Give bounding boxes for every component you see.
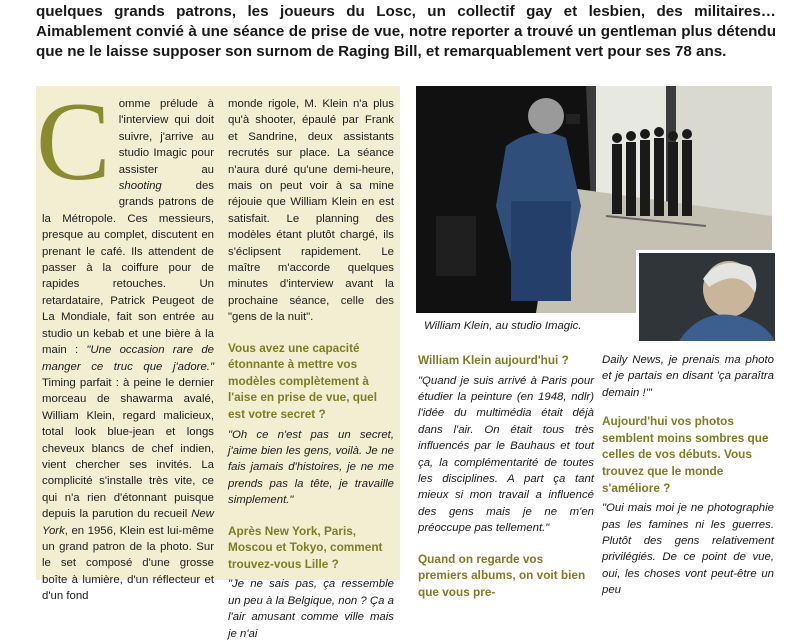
column-1 [36,80,214,603]
intro-paragraph: quelques grands patrons, les joueurs du Losc, un collectif gay et lesbien, des militaires… Aimablement convié à une séance de prise de vue, notre reporter a trouvé un gentleman plus détendu que ne le laisse supposer son surnom de Raging Bill, et remarquablement vert pour ses 78 ans. [36,3,776,60]
col3-question-1: William Klein aujourd'hui ? [418,353,569,367]
col1-book-title: New York [42,508,214,537]
photo-caption: William Klein, au studio Imagic. [424,320,582,332]
col3-answer-1: "Quand je suis arrivé à Paris pour étudier la peinture (en 1948, ndlr) l'idée du multimédia était déjà dans l'air. On était tous très influencés par le Bauhaus et tout ça, la complémentarité de toutes les disciplines. A part ça tant mieux si mon travail a influencé des gens mais je ne m'en préoccupe pas tellement." [418,374,594,535]
drop-cap: C [36,80,111,204]
col1-quote: "Une occasion rare de manger ce truc que j'adore." [42,344,214,373]
col1-shooting: shooting [118,180,162,193]
column-2 [228,96,394,640]
portrait-illustration [639,253,775,341]
col4-answer-1: "Oui mais moi je ne photographie pas les famines ni les guerres. Plutôt des gens relativement privilégiés. De ce point de vue, oui, les choses vont peut-être un peu [602,502,774,597]
col3-question-2: Quand on regarde vos premiers albums, on voit bien que vous pre- [418,551,586,599]
col1-text-1: omme prélude à l'interview qui doit suivre, j'arrive au studio Imagic pour assister au [118,98,214,176]
photo-portrait-inset [636,250,775,341]
col2-question-1: Vous avez une capacité étonnante à mettre vos modèles complètement à l'aise en prise de vue, quel est votre secret ? [228,340,378,422]
column-4 [602,352,774,597]
col1-text-2: des grands patrons de la Métropole. Ces messieurs, presque au complet, discutent en prenant le café. Ils attendent de passer à la coiffure pour de rapides retouches. Un retardataire, Patrick Peugeot de La Mondiale, fait son entrée au studio un kebab et une bière à la main : [42,180,214,357]
col4-question-1: Aujourd'hui vos photos semblent moins sombres que celles de vos débuts. Vous trouvez que le monde s'améliore ? [602,414,769,495]
col2-question-2: Après New York, Paris, Moscou et Tokyo, comment trouvez-vous Lille ? [228,523,383,571]
col1-text-4: , en 1956, Klein est lui-même un grand patron de la photo. Sur le set composé d'une grosse boîte à lumière, d'un réflecteur et d'un fond [42,524,214,603]
col4-answer-0: Daily News, je prenais ma photo et je partais en disant 'ça paraîtra demain !'" [602,354,774,399]
col2-answer-2: "Je ne sais pas, ça ressemble un peu à la Belgique, non ? Ça a l'air amusant comme ville mais je n'ai [228,578,394,640]
article-panel [36,80,400,640]
col2-answer-1: "Oh ce n'est pas un secret, j'aime bien les gens, voilà. Je ne fais jamais d'histoires, je ne me prends pas la tête, je travaille simplement." [228,428,394,507]
col2-paragraph-1: monde rigole, M. Klein n'a plus qu'à shooter, épaulé par Frank et Sandrine, deux assistants recrutés sur place. La séance n'aura duré qu'une demi-heure, mais on peut voir à sa mine réjouie que William Klein en est satisfait. Le planning des modèles étant plutôt chargé, ils s'éclipsent rapidement. Le maître m'accorde quelques minutes d'interview avant la prochaine séance, celle des "gens de la nuit". [228,98,394,324]
column-3 [418,352,594,599]
col1-text-3: Timing parfait : à peine le dernier morceau de shawarma avalé, William Klein, regard malicieux, total look blue-jean et longs cheveux blancs de chef indien, vient chercher ses invités. La complicité s'installe très vite, ce qui n'a rien d'étonnant puisque depuis la parution du recueil [42,376,214,521]
